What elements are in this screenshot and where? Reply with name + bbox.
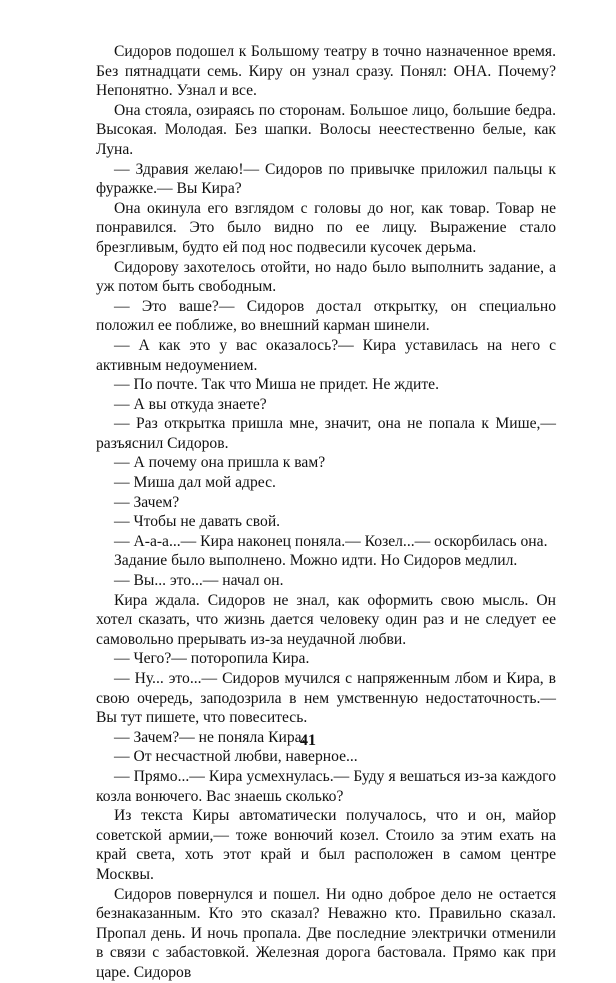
paragraph: — А почему она пришла к вам? — [114, 454, 326, 472]
paragraph: — Миша дал мой адрес. — [114, 474, 276, 492]
paragraph: Она окинула его взглядом с головы до ног, как товар. Товар не понравился. Это было видно по ее лицу. Выражение стало брезгливым, будто ей под нос подвесили кусочек дерьма. — [96, 199, 556, 256]
paragraph: — Здравия желаю!— Сидоров по привычке приложил пальцы к фуражке.— Вы Кира? — [96, 160, 556, 198]
paragraph: Сидорову захотелось отойти, но надо было выполнить задание, а уж потом быть свободным. — [96, 258, 556, 296]
paragraph: — Раз открытка пришла мне, значит, она не попала к Мише,— разъяснил Сидоров. — [96, 415, 556, 452]
page-text — [96, 42, 556, 983]
paragraph: Сидоров повернулся и пошел. Ни одно доброе дело не остается безнаказанным. Кто это сказал? Неважно кто. Правильно сказал. Пропал день. И ночь пропала. Две последние электрички отменили в связи с забастовкой. Железная дорога бастовала. Прямо как при царе. Сидоров — [96, 885, 556, 981]
paragraph: — Зачем?— не поняла Кира. — [114, 728, 306, 746]
paragraph: — Чтобы не давать свой. — [114, 513, 281, 531]
paragraph: — А как это у вас оказалось?— Кира уставилась на него с активным недоумением. — [96, 336, 556, 374]
paragraph: — Прямо...— Кира усмехнулась.— Буду я вешаться из-за каждого козла вонючего. Вас знаешь сколько? — [96, 767, 556, 805]
paragraph: Кира ждала. Сидоров не знал, как оформить свою мысль. Он хотел сказать, что жизнь дается человеку один раз и не следует ее самовольно прерывать из-за неудачной любви. — [96, 591, 556, 648]
page-number: 41 — [300, 732, 316, 749]
paragraph: — Это ваше?— Сидоров достал открытку, он специально положил ее поближе, во внешний карман шинели. — [96, 297, 556, 335]
paragraph: Она стояла, озираясь по сторонам. Большое лицо, большие бедра. Высокая. Молодая. Без шапки. Волосы неестественно белые, как Луна. — [96, 101, 556, 158]
paragraph: — По почте. Так что Миша не придет. Не ждите. — [114, 376, 439, 394]
paragraph: — Вы... это...— начал он. — [114, 572, 284, 590]
paragraph: Задание было выполнено. Можно идти. Но Сидоров медлил. — [114, 552, 518, 570]
paragraph: — Зачем? — [114, 493, 180, 511]
paragraph: — Чего?— поторопила Кира. — [114, 650, 310, 668]
paragraph: — От несчастной любви, наверное... — [114, 748, 358, 766]
paragraph: Сидоров подошел к Большому театру в точно назначенное время. Без пятнадцати семь. Киру он узнал сразу. Понял: ОНА. Почему? Непонятно. Узнал и все. — [96, 43, 556, 100]
paragraph: — А-а-а...— Кира наконец поняла.— Козел...— оскорбилась она. — [114, 532, 548, 550]
paragraph: Из текста Киры автоматически получалось, что и он, майор советской армии,— тоже вонючий козел. Стоило за этим ехать на край света, хоть этот край и был расположен в самом центре Москвы. — [96, 807, 556, 883]
paragraph: — А вы откуда знаете? — [114, 395, 267, 413]
paragraph: — Ну... это...— Сидоров мучился с напряженным лбом и Кира, в свою очередь, заподозрила в нем умственную недостаточность.— Вы тут пишете, что повеситесь. — [96, 670, 556, 727]
